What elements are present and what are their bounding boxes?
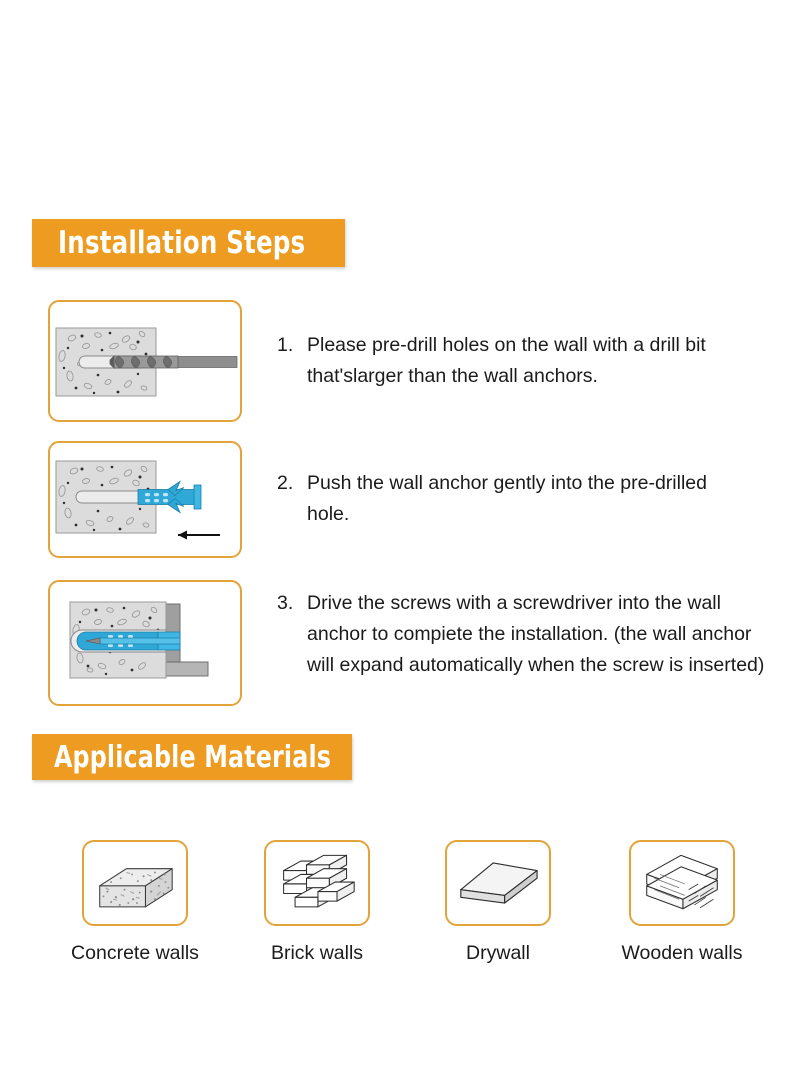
material-item-brick [264, 840, 370, 965]
step-2-figure [48, 441, 242, 558]
material-label-drywall: Drywall [466, 942, 530, 964]
step-3-figure [48, 580, 242, 706]
step-2-text [277, 468, 747, 530]
brick-wall-icon [264, 840, 370, 926]
step-1-number: 1. [277, 334, 294, 356]
installation-steps-title: Installation Steps [58, 225, 306, 261]
step-3-description: Drive the screws with a screwdriver into the wall anchor to compiete the installation. (the wall anchor will expand automatically when the screw is inserted) [307, 592, 765, 676]
step-1-text [277, 330, 767, 392]
drywall-board-icon [445, 840, 551, 926]
material-label-concrete: Concrete walls [71, 942, 199, 964]
material-item-wooden [621, 840, 743, 965]
applicable-materials-title: Applicable Materials [54, 739, 332, 775]
step-1-description: Please pre-drill holes on the wall with a drill bit that'slarger than the wall anchors. [307, 334, 706, 387]
concrete-block-icon [82, 840, 188, 926]
material-label-brick: Brick walls [270, 942, 364, 964]
material-label-wooden: Wooden walls [621, 942, 743, 964]
applicable-materials-banner [32, 734, 352, 780]
installation-steps-banner [32, 219, 345, 267]
step-2-description: Push the wall anchor gently into the pre-drilled hole. [307, 472, 707, 525]
step-1-figure [48, 300, 242, 422]
step-3-text [277, 588, 777, 681]
step-3-number: 3. [277, 592, 294, 614]
step-2-number: 2. [277, 472, 294, 494]
material-item-drywall [445, 840, 551, 965]
wood-planks-icon [629, 840, 735, 926]
push-direction-arrow [178, 531, 220, 540]
material-item-concrete [71, 840, 199, 965]
